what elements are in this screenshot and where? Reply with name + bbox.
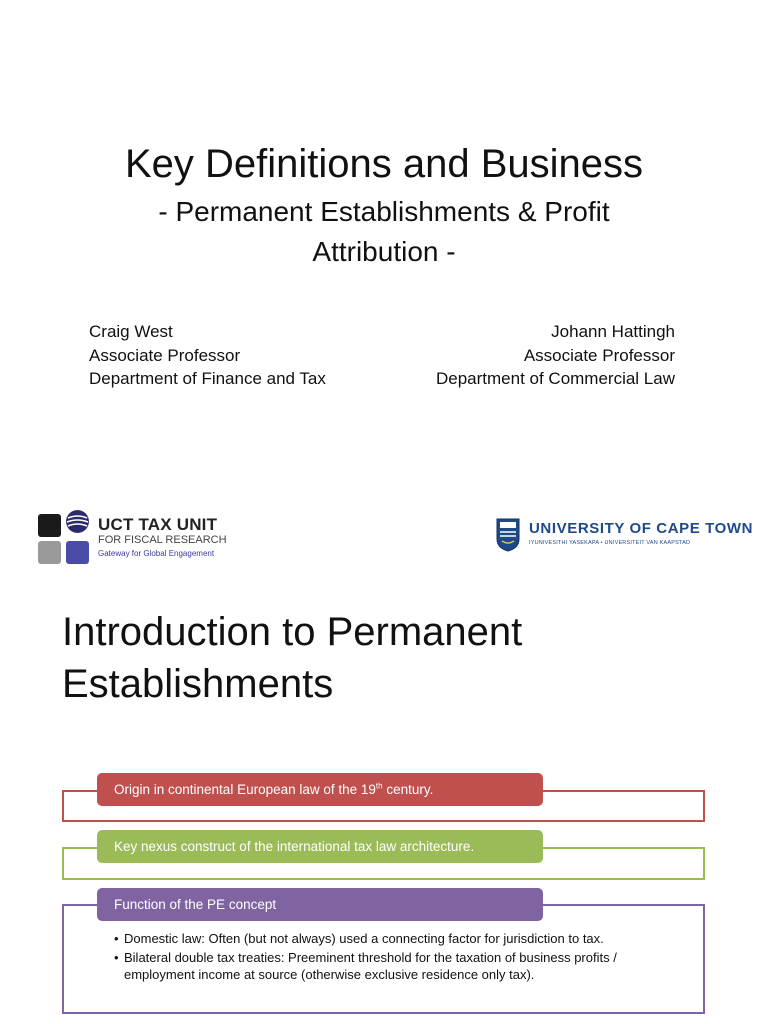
item-origin (97, 773, 543, 806)
author-role: Associate Professor (89, 345, 241, 365)
logo-text-line-2: FOR FISCAL RESEARCH (98, 534, 227, 546)
item-function: Function of the PE concept (97, 888, 543, 921)
logo-square-icon (38, 541, 61, 564)
title-line-2: Establishments (62, 662, 334, 706)
bullet-icon: • (114, 931, 119, 946)
bullet-text: Domestic law: Often (but not always) used a connecting factor for jurisdiction to tax. (124, 931, 604, 946)
item-origin-text-end: century. (382, 782, 434, 797)
author-left (89, 320, 326, 391)
author-right (436, 320, 675, 391)
slide-subtitle (80, 192, 688, 272)
logo-square-icon (66, 541, 89, 564)
title-line-1: Introduction to Permanent (62, 610, 523, 654)
introduction-slide (0, 584, 768, 1024)
logo-globe-icon (66, 510, 89, 533)
bullet-list (114, 930, 674, 985)
list-item (114, 930, 674, 947)
uct-name: UNIVERSITY OF CAPE TOWN (529, 520, 754, 537)
uct-shield-icon (496, 518, 520, 552)
author-name: Johann Hattingh (551, 322, 675, 341)
subtitle-line-1: - Permanent Establishments & Profit (158, 196, 610, 227)
bullet-text: Bilateral double tax treaties: Preeminent threshold for the taxation of business profits / employment income at source (otherwise exclusive residence only tax). (124, 950, 617, 982)
author-department: Department of Commercial Law (435, 369, 675, 388)
uct-subtitle: IYUNIVESITHI YASEKAPA • UNIVERSITEIT VAN KAAPSTAD (529, 540, 691, 546)
university-of-cape-town-logo (496, 517, 754, 555)
author-department: Department of Finance and Tax (89, 369, 326, 388)
uct-tax-unit-logo (38, 510, 227, 566)
subtitle-line-2: Attribution - (312, 236, 456, 267)
author-role: Associate Professor (523, 345, 675, 365)
logo-text-line-3: Gateway for Global Engagement (98, 549, 215, 558)
item-origin-sup: th (375, 781, 383, 791)
logo-text-line-1: UCT TAX UNIT (98, 515, 218, 534)
author-name: Craig West (89, 322, 173, 341)
slide-title: Key Definitions and Business (124, 142, 644, 186)
slide-title (62, 606, 722, 710)
logo-square-icon (38, 514, 61, 537)
bullet-icon: • (114, 950, 119, 965)
item-origin-text: Origin in continental European law of the 19 (114, 782, 376, 797)
list-item (114, 949, 674, 983)
item-nexus: Key nexus construct of the international tax law architecture. (97, 830, 543, 863)
